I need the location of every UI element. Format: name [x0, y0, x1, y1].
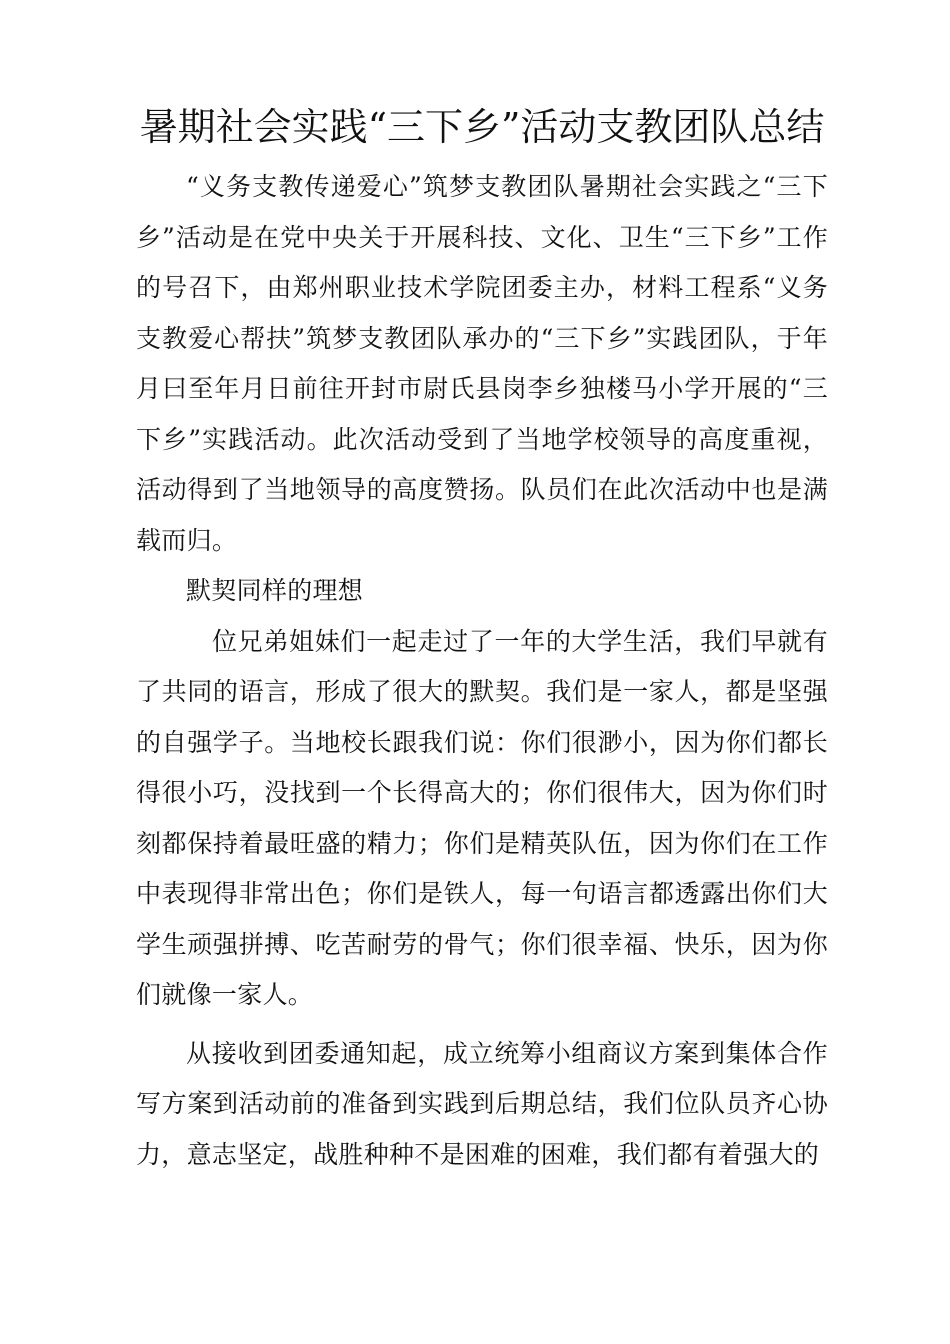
document-title: 暑期社会实践“三下乡”活动支教团队总结: [139, 105, 825, 149]
section-heading: 默契同样的理想: [186, 576, 364, 605]
intro-paragraph: “义务支教传递爱心”筑梦支教团队暑期社会实践之“三下乡”活动是在党中央关于开展科技、文化、卫生“三下乡”工作的号召下，由郑州职业技术学院团委主办，材料工程系“义务支教爱心帮扶”筑梦支教团队承办的“三下乡”实践团队，于年月曰至年月日前往开封市尉氏县岗李乡独楼马小学开展的“三下乡”实践活动。此次活动受到了当地学校领导的高度重视，活动得到了当地领导的高度赞扬。队员们在此次活动中也是满载而归。: [136, 172, 828, 555]
body-paragraph-1: 位兄弟姐妹们一起走过了一年的大学生活，我们早就有了共同的语言，形成了很大的默契。我们是一家人，都是坚强的自强学子。当地校长跟我们说：你们很渺小，因为你们都长得很小巧，没找到一个长得高大的；你们很伟大，因为你们时刻都保持着最旺盛的精力；你们是精英队伍，因为你们在工作中表现得非常出色；你们是铁人，每一句语言都透露出你们大学生顽强拼搏、吃苦耐劳的骨气；你们很幸福、快乐，因为你们就像一家人。: [136, 626, 828, 1009]
body-paragraph-2: 从接收到团委通知起，成立统筹小组商议方案到集体合作写方案到活动前的准备到实践到后期总结，我们位队员齐心协力，意志坚定，战胜种种不是困难的困难，我们都有着强大的: [136, 1038, 828, 1169]
document-body: [136, 98, 828, 1180]
